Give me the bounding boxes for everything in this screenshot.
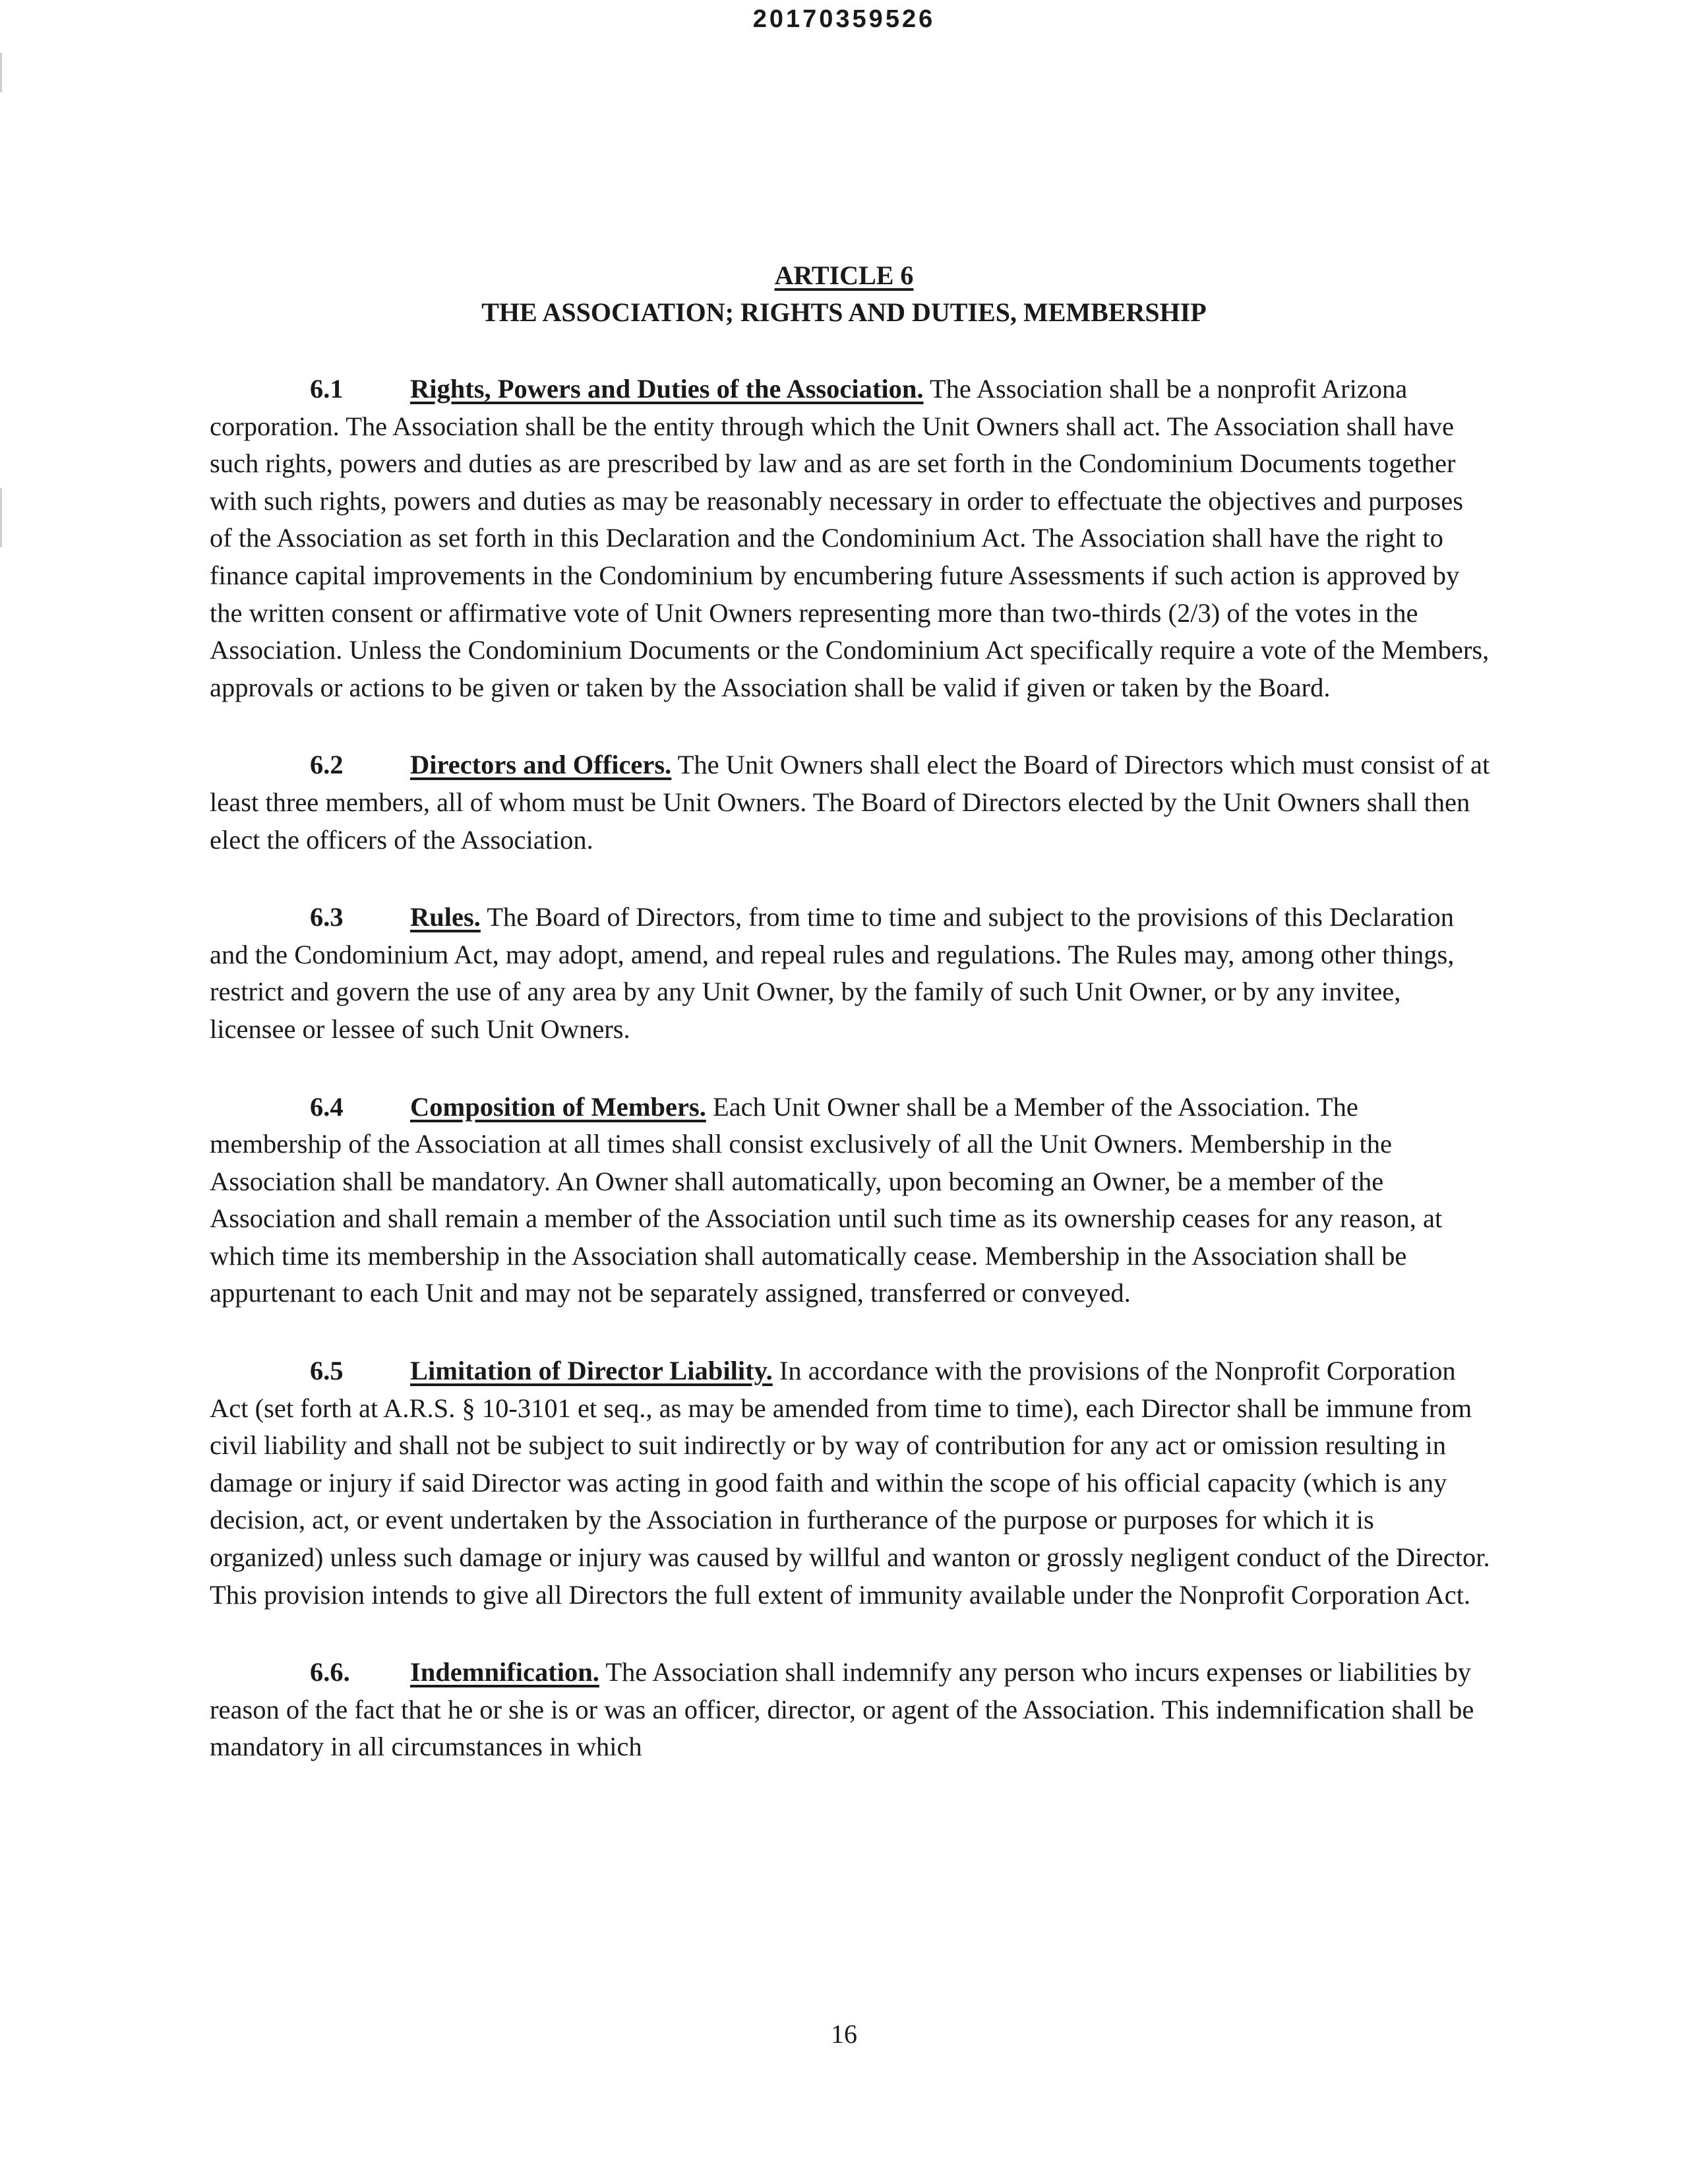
article-title: THE ASSOCIATION; RIGHTS AND DUTIES, MEMBERSHIP (481, 297, 1207, 327)
scan-margin-mark (0, 488, 2, 547)
section-heading: Directors and Officers. (410, 750, 672, 780)
article-heading (0, 257, 1688, 331)
section-number: 6.2 (310, 750, 344, 780)
section-number: 6.1 (310, 374, 344, 404)
section-heading: Composition of Members. (410, 1091, 706, 1122)
section-6-6 (210, 1654, 1492, 1766)
section-body: The Unit Owners shall elect the Board of Directors which must consist of at least three members, all of whom must be Unit Owners. The Board of Directors elected by the Unit Owners shall then elect the officers of the Association. (210, 750, 1490, 855)
scan-margin-mark (0, 53, 2, 92)
section-6-1 (210, 371, 1492, 706)
section-heading: Indemnification. (410, 1657, 599, 1687)
section-6-2 (210, 746, 1492, 859)
section-number: 6.6. (310, 1657, 350, 1687)
section-heading: Limitation of Director Liability. (410, 1356, 773, 1386)
section-6-5 (210, 1352, 1492, 1614)
section-6-4 (210, 1089, 1492, 1313)
section-heading: Rules. (410, 902, 481, 932)
section-6-3 (210, 899, 1492, 1048)
section-body: Each Unit Owner shall be a Member of the Association. The membership of the Association at all times shall consist exclusively of all the Unit Owners. Membership in the Association shall be mandatory. An Owner shall automatically, upon becoming an Owner, be a member of the Association and shall remain a member of the Association until such time as its ownership ceases for any reason, at which time its membership in the Association shall automatically cease. Membership in the Association shall be appurtenant to each Unit and may not be separately assigned, transferred or conveyed. (210, 1091, 1443, 1308)
section-number: 6.3 (310, 902, 344, 932)
section-body: The Board of Directors, from time to time and subject to the provisions of this Declaration and the Condominium Act, may adopt, amend, and repeal rules and regulations. The Rules may, among other things, restrict and govern the use of any area by any Unit Owner, by the family of such Unit Owner, or by any invitee, licensee or lessee of such Unit Owners. (210, 902, 1455, 1044)
page-number: 16 (831, 2019, 857, 2049)
section-number: 6.4 (310, 1091, 344, 1122)
article-body (210, 371, 1492, 1806)
section-body: The Association shall indemnify any person who incurs expenses or liabilities by reason of the fact that he or she is or was an officer, director, or agent of the Association. This indemnification shall be mandatory in all circumstances in which (210, 1657, 1474, 1762)
section-number: 6.5 (310, 1356, 344, 1386)
article-number: ARTICLE 6 (774, 260, 914, 290)
document-number: 20170359526 (752, 5, 936, 33)
section-body: The Association shall be a nonprofit Arizona corporation. The Association shall be the entity through which the Unit Owners shall act. The Association shall have such rights, powers and duties as are prescribed by law and as are set forth in the Condominium Documents together with such rights, powers and duties as may be reasonably necessary in order to effectuate the objectives and purposes of the Association as set forth in this Declaration and the Condominium Act. The Association shall have the right to finance capital improvements in the Condominium by encumbering future Assessments if such action is approved by the written consent or affirmative vote of Unit Owners representing more than two-thirds (2/3) of the votes in the Association. Unless the Condominium Documents or the Condominium Act specifically require a vote of the Members, approvals or actions to be given or taken by the Association shall be valid if given or taken by the Board. (210, 374, 1490, 702)
section-body: In accordance with the provisions of the Nonprofit Corporation Act (set forth at A.R.S. § 10-3101 et seq., as may be amended from time to time), each Director shall be immune from civil liability and shall not be subject to suit indirectly or by way of contribution for any act or omission resulting in damage or injury if said Director was acting in good faith and within the scope of his official capacity (which is any decision, act, or event undertaken by the Association in furtherance of the purpose or purposes for which it is organized) unless such damage or injury was caused by willful and wanton or grossly negligent conduct of the Director. This provision intends to give all Directors the full extent of immunity available under the Nonprofit Corporation Act. (210, 1356, 1490, 1610)
section-heading: Rights, Powers and Duties of the Association. (410, 374, 924, 404)
